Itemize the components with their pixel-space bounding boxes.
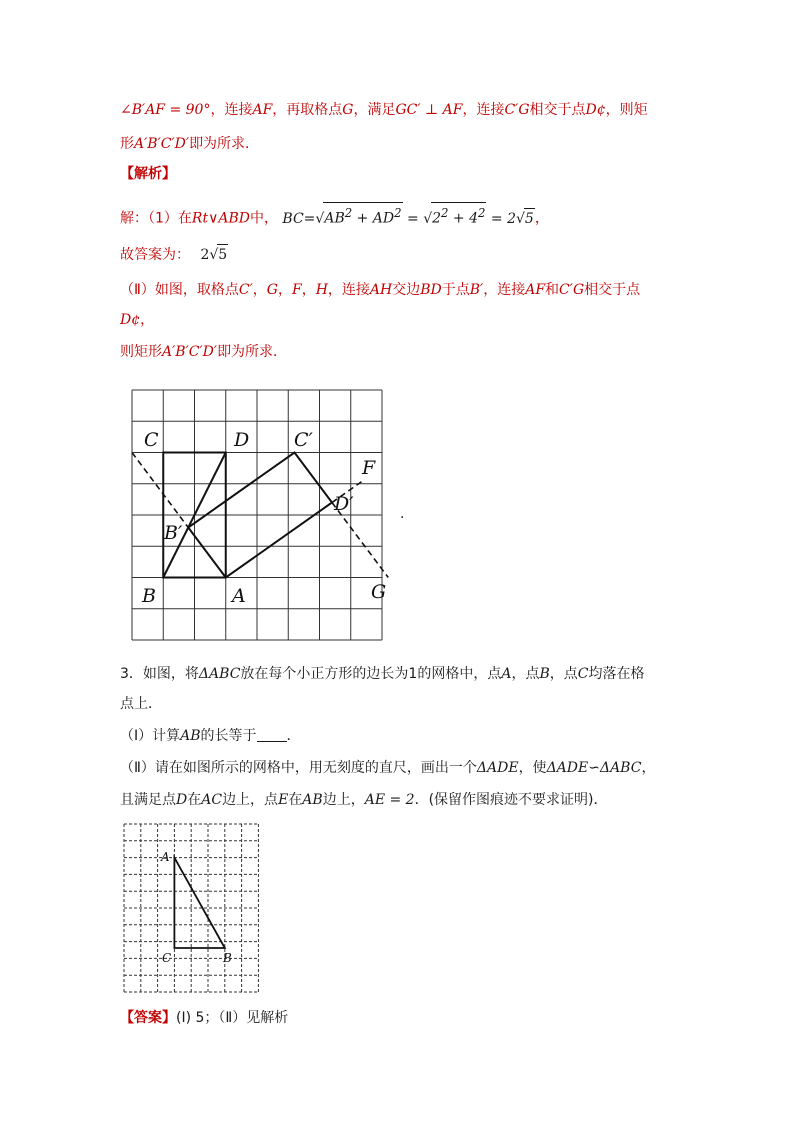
- jiexi-line-3: [120, 280, 640, 300]
- text: ，则矩: [605, 102, 648, 118]
- solution-line-2: [120, 134, 259, 154]
- text: 放在每个小正方形的边长为: [240, 666, 409, 682]
- point-h: H: [315, 282, 328, 298]
- text: 1: [408, 666, 418, 682]
- solution-line-1: [120, 100, 648, 120]
- q3-line-5: [120, 790, 608, 810]
- label-g: G: [371, 581, 387, 603]
- text: （Ⅱ）如图，取格点: [120, 282, 239, 298]
- text: AB: [324, 210, 345, 227]
- text: 点上．: [120, 696, 162, 712]
- text: 即为所求．: [217, 344, 288, 360]
- point-b: B′: [469, 282, 484, 298]
- dashed-c-bprime: [132, 453, 188, 528]
- text: ，连接: [462, 102, 505, 118]
- label-c: C: [144, 429, 159, 451]
- text: 的网格中，点: [417, 666, 502, 682]
- text: 均落在格: [588, 666, 645, 682]
- point-f: F: [291, 282, 302, 298]
- text: 即为所求．: [189, 136, 260, 152]
- text: ，点: [511, 666, 540, 682]
- q3-line-4: [120, 758, 655, 778]
- jiexi-bracket: 【解析】: [120, 166, 176, 182]
- point-d: D¢: [585, 102, 606, 118]
- q3-line-3: [120, 726, 301, 746]
- label-f: F: [362, 457, 376, 479]
- figure-grid-rectangle: [126, 384, 416, 646]
- text: ，: [140, 312, 155, 328]
- text: ．: [286, 728, 301, 744]
- text: 2: [432, 210, 442, 227]
- answer-bracket: 【答案】: [120, 1010, 176, 1026]
- bc-formula: $BC=√AB^2 + AD^2 = √2^2 + 4^2 = 2√5$: [282, 211, 534, 227]
- text: 则矩形: [120, 344, 162, 360]
- text: 边上，: [322, 792, 365, 808]
- text: ，使: [518, 760, 547, 776]
- text: ，再取格点: [272, 102, 343, 118]
- point-g: G: [266, 282, 278, 298]
- text: ．(保留作图痕迹不要求证明)．: [414, 792, 608, 808]
- dashed-grid: [124, 824, 258, 992]
- text: ，: [641, 760, 656, 776]
- text: 形: [120, 136, 134, 152]
- text: 解：（1）在: [120, 210, 192, 227]
- seg-cg: C′G: [559, 282, 585, 298]
- text: 边上，点: [222, 792, 279, 808]
- text: 和: [545, 282, 560, 298]
- point-g: G: [342, 102, 354, 118]
- text: ，连接: [327, 282, 370, 298]
- text: 在: [187, 792, 202, 808]
- text: （Ⅱ）请在如图所示的网格中，用无刻度的直尺，画出一个: [120, 760, 477, 776]
- label-c: C: [162, 951, 172, 965]
- text: + 4: [448, 210, 479, 227]
- text: BC=: [282, 210, 316, 227]
- text: 交边: [392, 282, 421, 298]
- text: 的长等于: [200, 728, 257, 744]
- jiexi-line-4: [120, 310, 154, 330]
- text: ，满足: [353, 102, 396, 118]
- rect-name: A′B′C′D′: [134, 136, 190, 152]
- text: 3．如图，将: [120, 666, 199, 682]
- seg-ac: AC: [201, 792, 223, 808]
- text: ，: [277, 282, 292, 298]
- seg-af: AF: [252, 102, 273, 118]
- label-b: B: [223, 951, 232, 965]
- text: 在: [288, 792, 303, 808]
- text: 2: [478, 206, 486, 220]
- jiexi-line-5: [120, 342, 287, 362]
- text: 2: [200, 247, 210, 263]
- point-d: D¢: [120, 312, 141, 328]
- text: ，点: [549, 666, 578, 682]
- figure-grid-triangle: [120, 820, 264, 996]
- seg-ah: AH: [369, 282, 393, 298]
- jiexi-line-2: [120, 244, 228, 265]
- seg-cg: C′G: [504, 102, 530, 118]
- text: = 2: [486, 210, 516, 227]
- label-d-prime: D′: [334, 493, 354, 515]
- seg-bd: BD: [420, 282, 442, 298]
- answer-value: 2√5: [200, 247, 228, 263]
- text: ，: [534, 210, 549, 227]
- point-b: B: [539, 666, 550, 682]
- triangle-abc: ΔABC: [198, 666, 241, 682]
- text: 2: [441, 206, 449, 220]
- point-e: E: [278, 792, 289, 808]
- point-c: C: [577, 666, 589, 682]
- text: 于点: [441, 282, 470, 298]
- text: 故答案为：: [120, 247, 190, 263]
- label-b-prime: B′: [164, 522, 183, 544]
- grid-lines: [132, 390, 382, 640]
- length-ae: AE = 2: [364, 792, 415, 808]
- text: =: [402, 210, 424, 227]
- triangle-abc-shape: [174, 858, 224, 948]
- point-a: A: [501, 666, 512, 682]
- text: ，: [252, 282, 267, 298]
- point-c: C′: [238, 282, 253, 298]
- label-a: A: [161, 850, 170, 864]
- point-d: D: [176, 792, 188, 808]
- rect-name: A′B′C′D′: [162, 344, 218, 360]
- text: 相交于点: [584, 282, 641, 298]
- text: （Ⅰ）计算: [120, 728, 181, 744]
- text: ，连接: [483, 282, 526, 298]
- angle-expr: ∠B′AF = 90°: [120, 102, 211, 118]
- text: 2: [394, 206, 402, 220]
- answer-text: (Ⅰ) 5；（Ⅱ）见解析: [176, 1010, 289, 1026]
- jiexi-line-1: [120, 202, 549, 229]
- jiexi-header: [120, 164, 176, 184]
- text: 5: [524, 208, 535, 229]
- label-b: B: [142, 585, 156, 607]
- seg-ab: AB: [302, 792, 323, 808]
- answer-blank: [257, 727, 287, 742]
- q3-line-2: [120, 694, 162, 714]
- perp-cond: GC′ ⊥ AF: [395, 102, 463, 118]
- seg-af: AF: [525, 282, 546, 298]
- label-a: A: [232, 585, 246, 607]
- text: 中，: [249, 210, 278, 227]
- text: 且满足点: [120, 792, 176, 808]
- label-d: D: [234, 429, 250, 451]
- label-c-prime: C′: [294, 429, 313, 451]
- text: 2: [344, 206, 353, 220]
- text: ，: [301, 282, 316, 298]
- answer-line: [120, 1008, 288, 1028]
- triangle-ade: ΔADE: [476, 760, 519, 776]
- figure-trailing-dot: .: [400, 506, 405, 522]
- text: 相交于点: [529, 102, 586, 118]
- text: 5: [217, 244, 228, 265]
- text: + AD: [352, 210, 395, 227]
- text: ，连接: [210, 102, 253, 118]
- similarity-expr: ΔADE∽ΔABC: [546, 760, 642, 776]
- triangle-name: Rt∨ABD: [191, 210, 250, 227]
- seg-ab: AB: [180, 728, 201, 744]
- q3-line-1: [120, 664, 644, 684]
